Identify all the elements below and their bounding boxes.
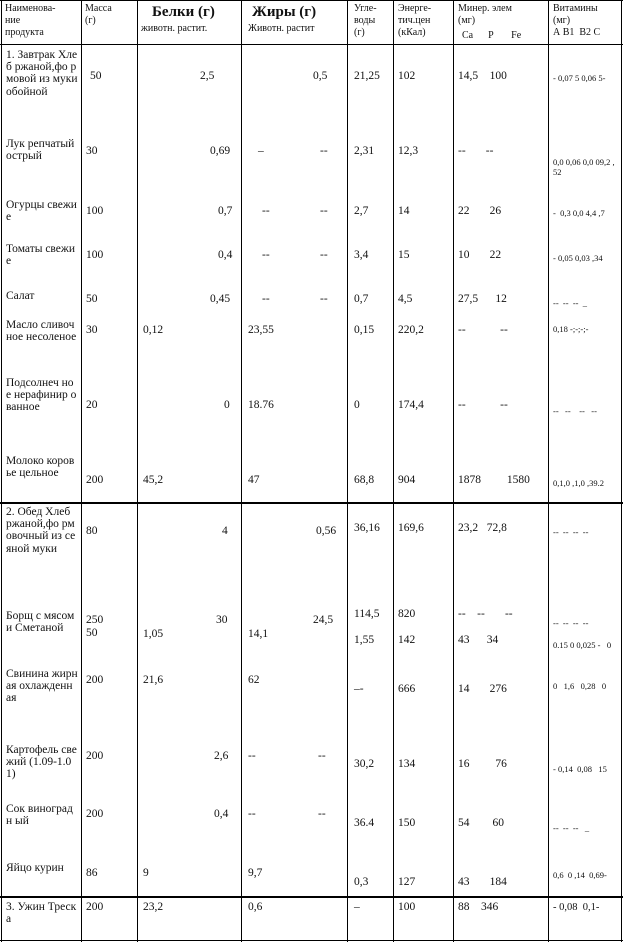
- minerals-value: 14,5 100: [458, 70, 507, 82]
- minerals-value: 23,2 72,8: [458, 522, 507, 534]
- vitamins-value: 0,1,0 ,1,0 ,39.2: [553, 478, 604, 488]
- product-name: Яйцо курин: [6, 862, 64, 874]
- minerals-value: -- --: [458, 324, 508, 336]
- mass-value: 200: [86, 474, 104, 486]
- energy-value: 15: [398, 249, 410, 261]
- product-name: 3. Ужин Треска: [6, 901, 77, 926]
- header-proteins-sub: животн. растит.: [141, 23, 208, 34]
- vitamins-value: - 0,3 0,0 4,4 ,7: [553, 208, 605, 218]
- minerals-value: 27,5 12: [458, 293, 507, 305]
- column-divider: [137, 0, 138, 942]
- header-minerals: Минер. элем (мг): [458, 3, 512, 26]
- fat-animal-value: 0,6: [248, 901, 263, 913]
- minerals-value: 16 76: [458, 758, 507, 770]
- fat-plant-value: --: [320, 249, 328, 261]
- carbs-value: 36,16: [354, 522, 380, 534]
- carbs-value: 68,8: [354, 474, 375, 486]
- protein-animal-value: 0,12: [143, 324, 164, 336]
- protein-plant-value: 30: [216, 614, 228, 626]
- table-border-right: [621, 0, 622, 942]
- fat-plant-value: --: [320, 205, 328, 217]
- vitamins-value: -- -- -- -- 0.15 0 0,025 - 0: [553, 618, 612, 650]
- mass-value: 30: [86, 145, 98, 157]
- fat-animal-value: --: [262, 249, 270, 261]
- product-name: Лук репчатый острый: [6, 138, 75, 163]
- fat-animal-value: --: [248, 808, 256, 820]
- vitamins-value: - 0,14 0,08 15: [553, 764, 607, 774]
- energy-value: 904: [398, 474, 416, 486]
- mass-value: 50: [90, 70, 102, 82]
- protein-plant-value: 0,45: [210, 293, 231, 305]
- vitamins-value: 0,18 -;-;-;-: [553, 324, 589, 334]
- mass-value: 200: [86, 750, 104, 762]
- energy-value: 4,5: [398, 293, 413, 305]
- energy-value: 666: [398, 683, 416, 695]
- minerals-value: -- -- -- 43 34: [458, 608, 513, 646]
- fat-animal-value: --: [262, 293, 270, 305]
- vitamins-value: 0,0 0,06 0,0 09,2 , 52: [553, 157, 615, 177]
- vitamins-value: 0 1,6 0,28 0: [553, 681, 607, 691]
- section-divider: [0, 896, 623, 898]
- vitamins-value: -- -- -- _: [553, 823, 590, 833]
- header-vitamins: Витамины (мг) А В1 В2 С: [553, 3, 601, 38]
- minerals-value: 43 184: [458, 876, 507, 888]
- mass-value: 80: [86, 525, 98, 537]
- energy-value: 127: [398, 876, 416, 888]
- fat-plant-value: --: [318, 808, 326, 820]
- column-divider: [393, 0, 394, 942]
- vitamins-value: - 0,08 0,1-: [553, 902, 600, 913]
- product-name: Салат: [6, 290, 35, 302]
- header-fats-sub: Животн. растит: [248, 23, 315, 34]
- carbs-value: 2,7: [354, 205, 369, 217]
- mass-value: 86: [86, 867, 98, 879]
- minerals-value: -- --: [458, 145, 494, 157]
- protein-plant-value: 2,6: [214, 750, 229, 762]
- product-name: Томаты свежие: [6, 243, 75, 268]
- fat-plant-value: --: [320, 145, 328, 157]
- product-name: Борщ с мясом и Сметаной: [6, 610, 75, 635]
- energy-value: 12,3: [398, 145, 419, 157]
- table-border-top: [0, 0, 623, 1]
- carbs-value: 0: [354, 399, 360, 411]
- column-divider: [453, 0, 454, 942]
- table-border-bottom: [0, 940, 623, 941]
- protein-plant-value: 0,69: [210, 145, 231, 157]
- minerals-value: 54 60: [458, 817, 504, 829]
- header-proteins: Белки (г): [152, 4, 215, 20]
- column-divider: [81, 0, 82, 942]
- protein-plant-value: 4: [222, 525, 228, 537]
- vitamins-value: - 0,07 5 0,06 5-: [553, 73, 606, 83]
- fat-animal-value: –: [258, 145, 264, 157]
- column-divider: [347, 0, 348, 942]
- header-fats: Жиры (г): [252, 4, 317, 20]
- column-divider: [548, 0, 549, 942]
- fat-plant-value: 24,5: [313, 614, 334, 626]
- energy-value: 100: [398, 901, 416, 913]
- product-name: Свинина жирная охлажденн ая: [6, 668, 78, 705]
- fat-animal-value: 47: [248, 474, 260, 486]
- product-name: 1. Завтрак Хлеб ржаной,фо рмовой из муки обойной: [6, 49, 78, 98]
- protein-animal-value: 21,6: [143, 674, 164, 686]
- energy-value: 150: [398, 817, 416, 829]
- header-minerals-sub: Са Р Fe: [462, 30, 522, 41]
- product-name: Масло сливочное несоленое: [6, 319, 77, 344]
- vitamins-value: - 0,05 0,03 ,34: [553, 253, 603, 263]
- protein-animal-value: 45,2: [143, 474, 164, 486]
- mass-value: 30: [86, 324, 98, 336]
- section-divider: [0, 502, 623, 504]
- fat-animal-value: 18.76: [248, 399, 274, 411]
- fat-animal-value: --: [248, 750, 256, 762]
- mass-value: 20: [86, 399, 98, 411]
- minerals-value: 1878 1580: [458, 474, 530, 486]
- header-energy: Энерге- тич.цен (кКал): [398, 3, 432, 38]
- energy-value: 134: [398, 758, 416, 770]
- minerals-value: 22 26: [458, 205, 502, 217]
- minerals-value: 14 276: [458, 683, 507, 695]
- mass-value: 200: [86, 808, 104, 820]
- protein-plant-value: 0,7: [218, 205, 233, 217]
- energy-value: 14: [398, 205, 410, 217]
- product-name: Картофель свежий (1.09-1.01): [6, 744, 77, 781]
- protein-animal-value: 23,2: [143, 901, 164, 913]
- fat-plant-value: --: [318, 750, 326, 762]
- fat-animal-value: --: [262, 205, 270, 217]
- vitamins-value: -- -- -- --: [553, 527, 589, 537]
- protein-plant-value: 0,4: [218, 249, 233, 261]
- vitamins-value: -- -- -- _: [553, 298, 587, 308]
- energy-value: 102: [398, 70, 416, 82]
- column-divider: [241, 0, 242, 942]
- mass-value: 200: [86, 674, 104, 686]
- carbs-value: 30,2: [354, 758, 375, 770]
- energy-value: 169,6: [398, 522, 424, 534]
- fat-plant-value: 0,56: [316, 525, 337, 537]
- energy-value: 820 142: [398, 608, 416, 646]
- table-border-left: [1, 0, 2, 942]
- vitamins-value: -- -- -- --: [553, 406, 597, 416]
- product-name: Сок виноградн ый: [6, 803, 73, 828]
- header-divider: [0, 44, 623, 45]
- carbs-value: –: [354, 901, 360, 913]
- header-mass: Масса (г): [85, 3, 112, 26]
- product-name: Огурцы свежие: [6, 199, 77, 224]
- fat-animal-value: 62: [248, 674, 260, 686]
- product-name: Подсолнеч ное нерафинир ованное: [6, 377, 77, 414]
- mass-value: 50: [86, 293, 98, 305]
- protein-plant-value: 2,5: [200, 70, 215, 82]
- carbs-value: 3,4: [354, 249, 369, 261]
- mass-value: 100: [86, 205, 104, 217]
- energy-value: 220,2: [398, 324, 424, 336]
- header-name: Наименова- ние продукта: [5, 3, 56, 38]
- vitamins-value: 0,6 0 ,14 0,69-: [553, 870, 607, 880]
- fat-plant-value: 0,5: [313, 70, 328, 82]
- carbs-value: 0,7: [354, 293, 369, 305]
- carbs-value: 114,5 1,55: [354, 608, 380, 646]
- fat-animal-value: 23,55: [248, 324, 274, 336]
- minerals-value: 88 346: [458, 901, 499, 913]
- product-name: Молоко коровье цельное: [6, 455, 75, 480]
- protein-animal-value: 1,05: [143, 628, 164, 640]
- fat-plant-value: --: [320, 293, 328, 305]
- carbs-value: 21,25: [354, 70, 380, 82]
- carbs-value: 36.4: [354, 817, 375, 829]
- protein-animal-value: 9: [143, 867, 149, 879]
- carbs-value: 2,31: [354, 145, 375, 157]
- carbs-value: 0,3: [354, 876, 369, 888]
- mass-value: 100: [86, 249, 104, 261]
- fat-animal-value: 9,7: [248, 867, 263, 879]
- energy-value: 174,4: [398, 399, 424, 411]
- mass-value: 250 50: [86, 614, 104, 639]
- carbs-value: –-: [354, 683, 364, 695]
- protein-plant-value: 0: [224, 399, 230, 411]
- fat-animal-value: 14,1: [248, 628, 269, 640]
- minerals-value: 10 22: [458, 249, 502, 261]
- product-name: 2. Обед Хлеб ржаной,фо рмовочный из сеяной муки: [6, 506, 76, 555]
- mass-value: 200: [86, 901, 104, 913]
- carbs-value: 0,15: [354, 324, 375, 336]
- minerals-value: -- --: [458, 399, 508, 411]
- header-carbs: Угле- воды (г): [354, 3, 377, 38]
- protein-plant-value: 0,4: [214, 808, 229, 820]
